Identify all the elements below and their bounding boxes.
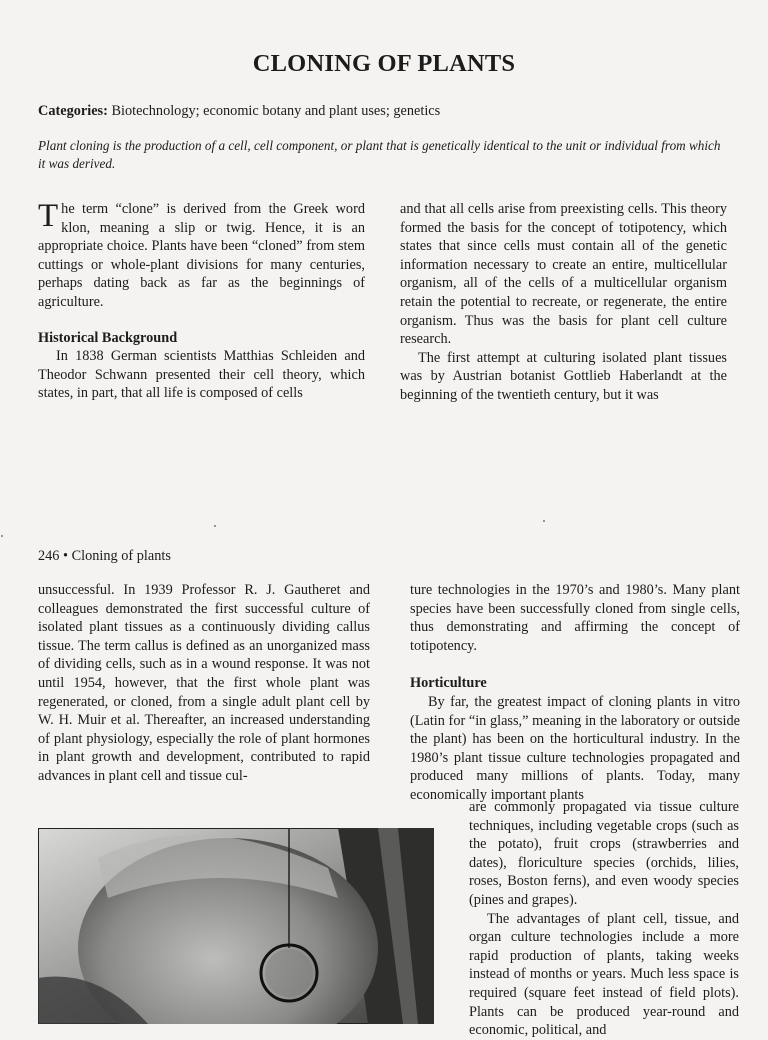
page-title: CLONING OF PLANTS: [252, 50, 516, 77]
heading-historical-background: Historical Background: [38, 329, 178, 346]
totipotency-paragraph: and that all cells arise from preexisting cells. This theory formed the basis for the concept of totipotency, which states that since cells must contain all of the genetic information necessary to create an entire, multicellular organism, all of the cells of a multicellular organism retain the potential to recreate, or regenerate, the entire organism. Thus was the basis for plant cell culture research.: [400, 201, 727, 348]
categories-text: Biotechnology; economic botany and plant uses; genetics: [107, 103, 441, 119]
scan-speck: [543, 520, 545, 522]
scan-speck: [1, 535, 3, 537]
haberlandt-paragraph: The first attempt at culturing isolated plant tissues was by Austrian botanist Gottlieb Haberlandt at the beginning of the twentieth century, but it was: [400, 349, 727, 403]
page2-column-right-narrow: [469, 798, 739, 1040]
categories-label: Categories:: [38, 103, 108, 119]
abstract: Plant cloning is the production of a cell, cell component, or plant that is genetically identical to the unit or individual from which it was derived.: [38, 138, 721, 171]
page2-column-left: [38, 581, 370, 786]
advantages-paragraph: The advantages of plant cell, tissue, and organ culture technologies include a more rapid production of plants, taking weeks instead of months or years. Much less space is required (square feet instead of field plots). Plants can be produced year-round and economic, political, and: [469, 910, 739, 1039]
gautheret-paragraph: unsuccessful. In 1939 Professor R. J. Gautheret and colleagues demonstrated the first successful culture of isolated plant tissues as a continuously dividing callus tissue. The term callus is defined as an unorganized mass of dividing cells, such as in a wound response. It was not until 1954, however, that the first whole plant was regenerated, or cloned, from a single adult plant cell by W. H. Muir et al. Thereafter, an increased understanding of plant physiology, especially the role of plant hormones in plant growth and development, contributed to rapid advances in plant cell and tissue cul-: [38, 582, 370, 784]
running-head: 246 • Cloning of plants: [38, 548, 171, 564]
page2-column-right: [410, 581, 740, 805]
intro-paragraph: [38, 200, 365, 312]
scan-speck: [214, 525, 216, 527]
laboratory-photo: [38, 828, 434, 1024]
heading-horticulture: Horticulture: [410, 675, 487, 692]
horticulture-paragraph-continued: are commonly propagated via tissue culture techniques, including vegetable crops (such as the potato), fruit crops (strawberries and dates), floriculture species (orchids, lilies, roses, Boston ferns), and even woody species (pines and grapes).: [469, 799, 739, 908]
page1-column-left: [38, 200, 365, 403]
intro-text: he term “clone” is derived from the Greek word klon, meaning a slip or twig. Hence, it is an appropriate choice. Plants have been “cloned” from stem cuttings or whole-plant divisions for many centuries, perhaps dating back as far as the beginnings of agriculture.: [38, 201, 365, 310]
horticulture-paragraph: By far, the greatest impact of cloning plants in vitro (Latin for “in glass,” meaning in the laboratory or outside the plant) has been on the horticultural industry. In the 1980’s plant tissue culture technologies propagated and produced many millions of plants. Today, many economically important plants: [410, 693, 740, 803]
totipotency-continued-paragraph: ture technologies in the 1970’s and 1980’s. Many plant species have been successfully cloned from single cells, thus demonstrating and affirming the concept of totipotency.: [410, 582, 740, 654]
drop-cap: T: [38, 198, 59, 234]
categories-line: [38, 103, 440, 120]
page1-column-right: [400, 200, 727, 405]
history-paragraph: In 1838 German scientists Matthias Schleiden and Theodor Schwann presented their cell theory, which states, in part, that all life is composed of cells: [38, 348, 365, 402]
